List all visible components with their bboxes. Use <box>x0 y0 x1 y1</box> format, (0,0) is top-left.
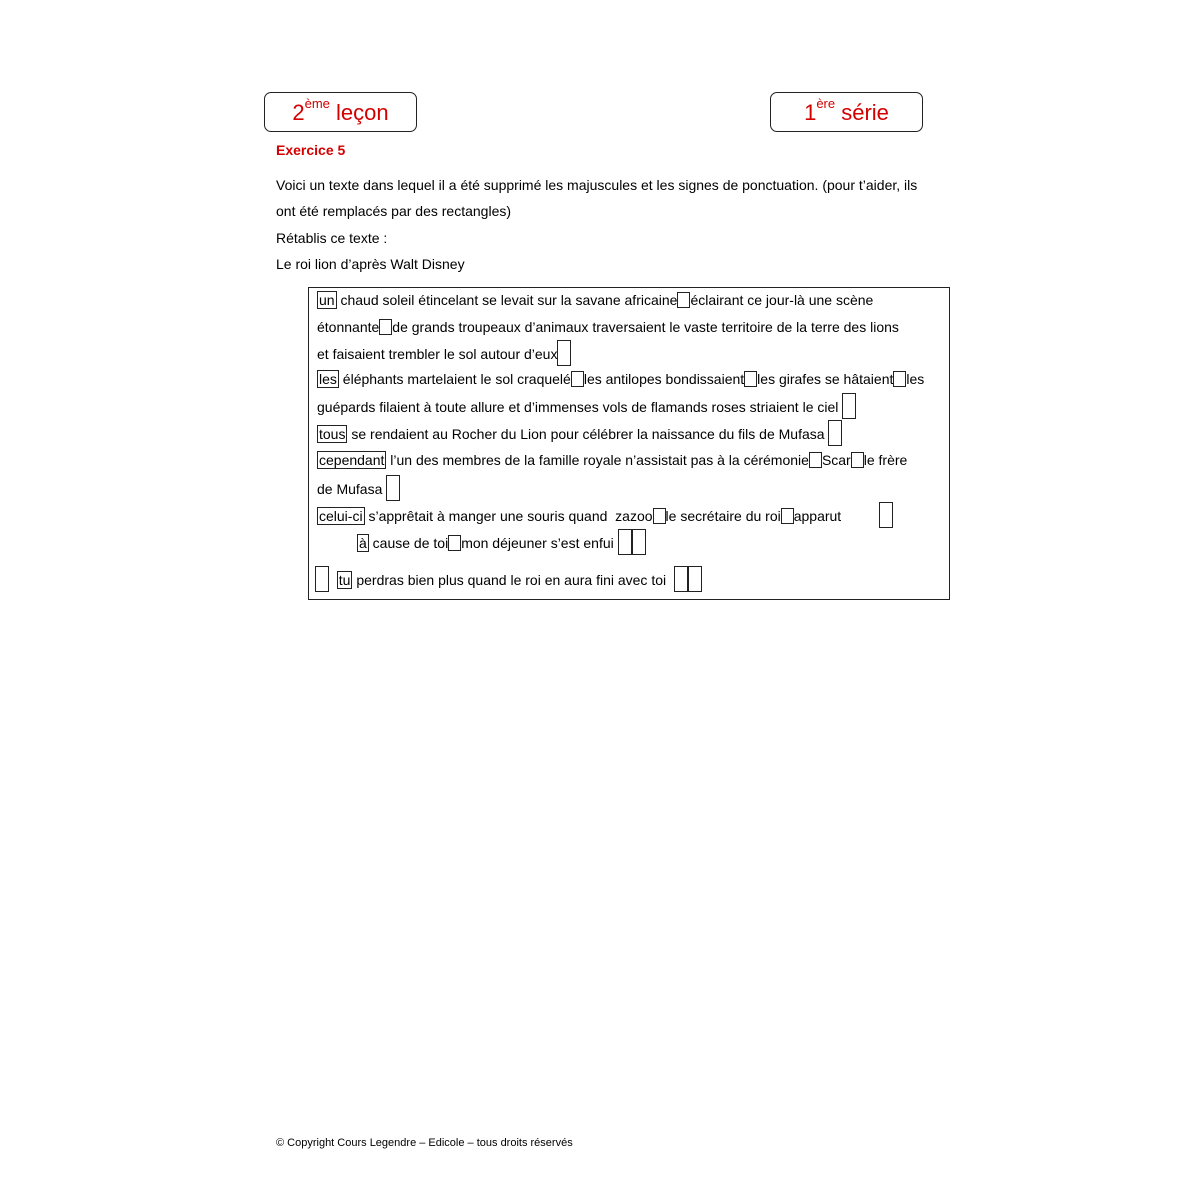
exercise-line <box>357 529 973 555</box>
line-text: se rendaient au Rocher du Lion pour célébrer la naissance du fils de Mufasa <box>347 426 829 442</box>
lesson-number: 2 <box>292 100 305 125</box>
exercise-line <box>317 340 933 366</box>
punctuation-blank <box>688 566 702 592</box>
line-text: chaud soleil étincelant se levait sur la savane africaine <box>336 292 678 308</box>
lesson-suffix: ème <box>304 96 330 111</box>
punctuation-blank <box>674 566 688 592</box>
line-text: guépards filaient à toute allure et d’immenses vols de flamands roses striaient le ciel <box>317 399 843 415</box>
punctuation-blank <box>893 371 906 387</box>
punctuation-blank <box>653 508 666 524</box>
punctuation-blank <box>632 529 646 555</box>
exercise-line <box>317 420 933 446</box>
punctuation-blank <box>744 371 757 387</box>
capitalize-word: les <box>319 371 337 387</box>
line-text: cause de toi <box>368 535 449 551</box>
punctuation-blank <box>879 502 893 528</box>
capitalize-word: celui-ci <box>319 508 363 524</box>
punctuation-blank <box>386 475 400 501</box>
capitalize-word: à <box>359 535 367 551</box>
punctuation-blank <box>842 393 856 419</box>
punctuation-blank <box>315 566 329 592</box>
exercise-line <box>317 314 933 340</box>
punctuation-blank <box>618 529 632 555</box>
punctuation-blank <box>809 452 822 468</box>
line-text: éléphants martelaient le sol craquelé <box>338 371 571 387</box>
line-text: les girafes se hâtaient <box>757 371 894 387</box>
exercise-line <box>317 287 933 313</box>
line-text: le frère <box>863 452 908 468</box>
capitalize-word: cependant <box>319 452 385 468</box>
punctuation-blank <box>851 452 864 468</box>
exercise-line <box>317 447 933 473</box>
capitalize-word: un <box>319 292 335 308</box>
instructions: Voici un texte dans lequel il a été supprimé les majuscules et les signes de ponctuation. (pour t’aider, ils ont été remplacés par des rectangles) <box>276 177 918 219</box>
instruction-restore: Rétablis ce texte : <box>276 230 388 246</box>
line-text: mon déjeuner s’est enfui <box>461 535 618 551</box>
exercise-line <box>315 566 931 592</box>
line-text: perdras bien plus quand le roi en aura fini avec toi <box>352 572 674 588</box>
line-text: les <box>906 371 925 387</box>
line-text: de Mufasa <box>317 481 387 497</box>
line-text: s’apprêtait à manger une souris quand zazoo <box>364 508 653 524</box>
line-text: Scar <box>821 452 851 468</box>
line-text: de grands troupeaux d’animaux traversaient le vaste territoire de la terre des lions <box>392 319 899 335</box>
lesson-label <box>264 92 417 132</box>
series-word: série <box>841 100 889 125</box>
punctuation-blank <box>557 340 571 366</box>
series-label <box>770 92 923 132</box>
line-text <box>329 572 337 588</box>
line-text: apparut <box>793 508 842 524</box>
lesson-word: leçon <box>336 100 389 125</box>
line-text: les antilopes bondissaient <box>583 371 745 387</box>
exercise-title: Exercice 5 <box>276 142 346 158</box>
capitalize-word: tu <box>338 572 351 588</box>
copyright-footer: © Copyright Cours Legendre – Edicole – tous droits réservés <box>276 1137 573 1149</box>
exercise-line <box>317 502 933 528</box>
exercise-line <box>317 366 933 392</box>
punctuation-blank <box>781 508 794 524</box>
series-number: 1 <box>804 100 817 125</box>
exercise-text-box <box>308 287 950 600</box>
punctuation-blank <box>448 535 461 551</box>
punctuation-blank <box>677 292 690 308</box>
line-text: et faisaient trembler le sol autour d’eux <box>317 346 558 362</box>
series-suffix: ère <box>816 96 836 111</box>
line-text: le secrétaire du roi <box>665 508 781 524</box>
text-title: Le roi lion d’après Walt Disney <box>276 256 465 272</box>
line-text: éclairant ce jour-là une scène <box>690 292 874 308</box>
line-text: étonnante <box>317 319 380 335</box>
punctuation-blank <box>379 319 392 335</box>
punctuation-blank <box>828 420 842 446</box>
line-text: l’un des membres de la famille royale n’assistait pas à la cérémonie <box>386 452 809 468</box>
exercise-line <box>317 393 933 419</box>
exercise-line <box>317 475 933 501</box>
capitalize-word: tous <box>319 426 346 442</box>
punctuation-blank <box>571 371 584 387</box>
